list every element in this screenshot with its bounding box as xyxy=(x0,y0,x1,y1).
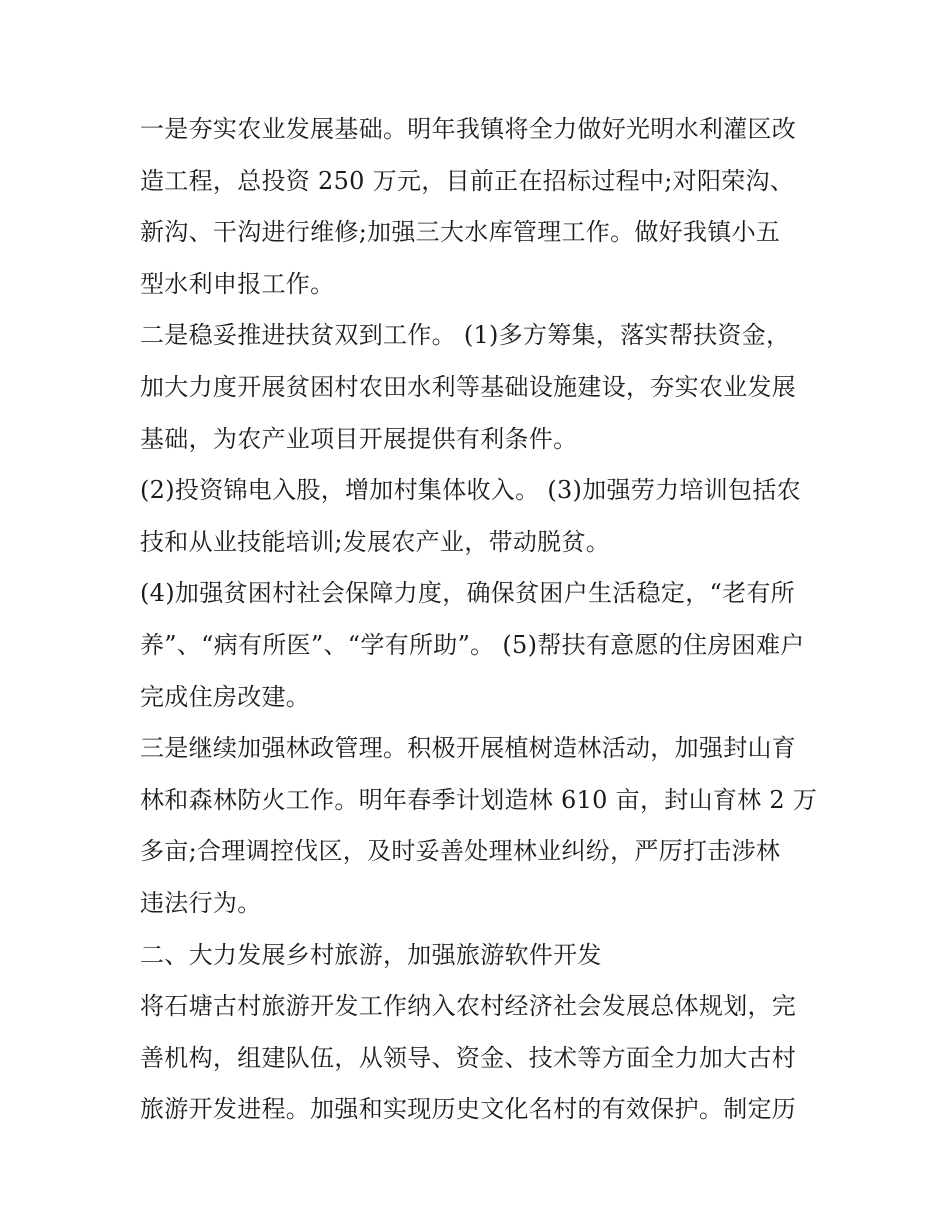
text-line: 二是稳妥推进扶贫双到工作。 (1)多方筹集，落实帮扶资金， xyxy=(140,321,791,350)
text-line: (4)加强贫困村社会保障力度，确保贫困户生活稳定，“老有所 xyxy=(140,579,795,608)
text-line: 加大力度开展贫困村农田水利等基础设施建设，夯实农业发展 xyxy=(140,372,797,401)
text-line: (2)投资锦电入股，增加村集体收入。 (3)加强劳力培训包括农 xyxy=(140,476,801,505)
text-line: 将石塘古村旅游开发工作纳入农村经济社会发展总体规划，完 xyxy=(140,992,797,1021)
text-line: 一是夯实农业发展基础。明年我镇将全力做好光明水利灌区改 xyxy=(140,115,797,143)
text-line: 基础，为农产业项目开展提供有利条件。 xyxy=(140,424,578,453)
text-line: 养”、“病有所医”、“学有所助”。 (5)帮扶有意愿的住房困难户 xyxy=(140,630,805,659)
text-line: 旅游开发进程。加强和实现历史文化名村的有效保护。制定历 xyxy=(140,1095,797,1124)
text-line: 林和森林防火工作。明年春季计划造林 610 亩，封山育林 2 万 xyxy=(140,785,818,814)
text-line: 造工程，总投资 250 万元，目前正在招标过程中;对阳荣沟、 xyxy=(140,166,795,195)
text-line: 善机构，组建队伍，从领导、资金、技术等方面全力加大古村 xyxy=(140,1043,797,1072)
text-line: 违法行为。 xyxy=(140,888,262,917)
text-line: 三是继续加强林政管理。积极开展植树造林活动，加强封山育 xyxy=(140,734,797,763)
text-line: 技和从业技能培训;发展农产业，带动脱贫。 xyxy=(140,527,611,556)
text-line: 新沟、干沟进行维修;加强三大水库管理工作。做好我镇小五 xyxy=(140,218,781,247)
text-line: 型水利申报工作。 xyxy=(140,269,335,298)
document-body xyxy=(140,104,818,1136)
text-line: 完成住房改建。 xyxy=(140,682,311,711)
section-heading: 二、大力发展乡村旅游，加强旅游软件开发 xyxy=(140,940,602,969)
text-line: 多亩;合理调控伐区，及时妥善处理林业纠纷，严厉打击涉林 xyxy=(140,837,781,866)
